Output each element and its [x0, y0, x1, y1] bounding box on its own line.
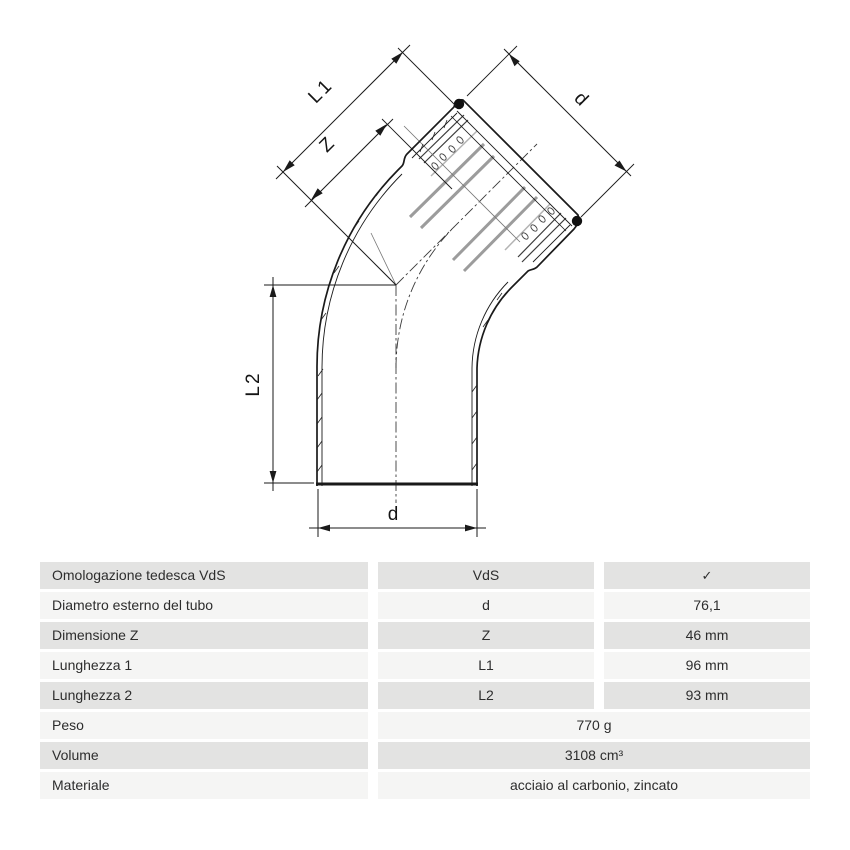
row-label: Diametro esterno del tubo	[40, 592, 368, 619]
label-z: Z	[315, 133, 339, 157]
row-symbol: Z	[378, 622, 594, 649]
label-l2: L2	[243, 371, 264, 397]
dimension-l1	[276, 45, 456, 285]
row-label: Peso	[40, 712, 368, 739]
row-symbol: L1	[378, 652, 594, 679]
row-symbol: VdS	[378, 562, 594, 589]
pipe-outline	[316, 100, 579, 486]
row-label: Lunghezza 2	[40, 682, 368, 709]
row-label: Materiale	[40, 772, 368, 799]
row-label: Omologazione tedesca VdS	[40, 562, 368, 589]
row-value: 770 g	[378, 712, 810, 739]
o-ring-dots	[454, 99, 582, 226]
table-row-diametro	[40, 592, 810, 619]
table-row-lunghezza-1	[40, 652, 810, 679]
table-row-lunghezza-2	[40, 682, 810, 709]
o-ring-top	[454, 99, 464, 109]
row-value: 3108 cm³	[378, 742, 810, 769]
spec-table	[40, 562, 810, 802]
row-symbol: d	[378, 592, 594, 619]
outer-contour	[317, 100, 579, 486]
centerline-bend-arc	[396, 227, 454, 368]
dimension-d-socket	[467, 46, 634, 217]
row-value: acciaio al carbonio, zincato	[378, 772, 810, 799]
o-ring-bottom	[572, 216, 582, 226]
row-value: 46 mm	[604, 622, 810, 649]
label-d-socket: d	[569, 87, 593, 111]
row-label: Lunghezza 1	[40, 652, 368, 679]
row-symbol: L2	[378, 682, 594, 709]
inner-wall-lines	[322, 111, 572, 486]
row-label: Volume	[40, 742, 368, 769]
table-row-dimensione-z	[40, 622, 810, 649]
table-row-volume	[40, 742, 810, 769]
label-l1: L1	[304, 74, 338, 108]
row-value: 96 mm	[604, 652, 810, 679]
row-value: 93 mm	[604, 682, 810, 709]
dimension-l2	[264, 277, 396, 491]
row-label: Dimensione Z	[40, 622, 368, 649]
label-d-bottom: d	[387, 504, 399, 525]
table-row-materiale	[40, 772, 810, 799]
socket-bore-lines	[371, 115, 566, 285]
table-row-vds	[40, 562, 810, 589]
table-row-peso	[40, 712, 810, 739]
row-value: 76,1	[604, 592, 810, 619]
row-value checkmark: ✓	[604, 562, 810, 589]
centerline-diagonal	[396, 144, 537, 285]
